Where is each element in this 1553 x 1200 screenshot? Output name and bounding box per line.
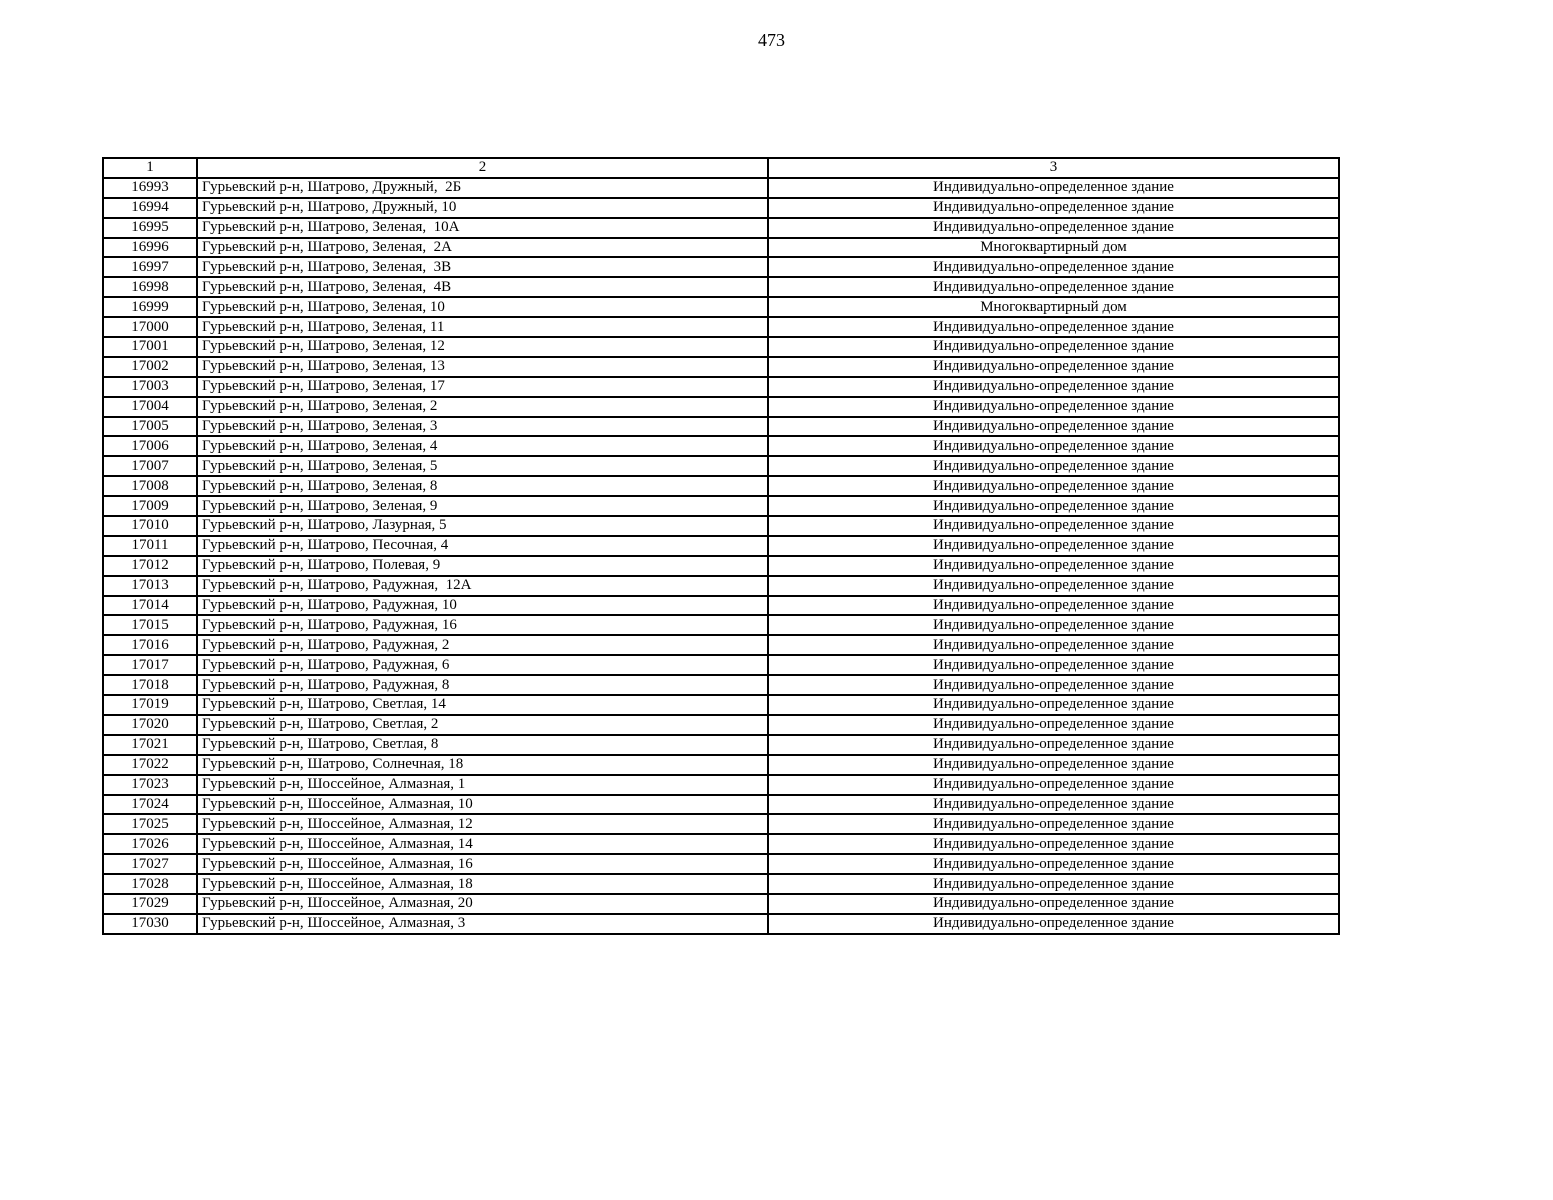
table-row: [103, 417, 1339, 437]
row-number-cell: 16999: [103, 297, 197, 317]
table-row: [103, 456, 1339, 476]
address-cell: Гурьевский р-н, Шатрово, Светлая, 8: [197, 735, 768, 755]
row-number-cell: 17030: [103, 914, 197, 934]
page-number: 473: [758, 30, 785, 50]
table-row: [103, 198, 1339, 218]
table-row: [103, 715, 1339, 735]
address-cell: Гурьевский р-н, Шатрово, Зеленая, 17: [197, 377, 768, 397]
table-body: [103, 178, 1339, 934]
table-row: [103, 516, 1339, 536]
object-type-cell: Индивидуально-определенное здание: [768, 834, 1339, 854]
object-type-cell: Индивидуально-определенное здание: [768, 456, 1339, 476]
address-cell: Гурьевский р-н, Шатрово, Зеленая, 9: [197, 496, 768, 516]
row-number-cell: 17011: [103, 536, 197, 556]
address-cell: Гурьевский р-н, Шатрово, Дружный, 2Б: [197, 178, 768, 198]
row-number-cell: 17022: [103, 755, 197, 775]
table-row: [103, 874, 1339, 894]
address-cell: Гурьевский р-н, Шатрово, Радужная, 2: [197, 635, 768, 655]
address-cell: Гурьевский р-н, Шатрово, Радужная, 10: [197, 596, 768, 616]
row-number-cell: 17013: [103, 576, 197, 596]
row-number-cell: 16995: [103, 218, 197, 238]
table-row: [103, 397, 1339, 417]
row-number-cell: 16993: [103, 178, 197, 198]
object-type-cell: Индивидуально-определенное здание: [768, 516, 1339, 536]
address-cell: Гурьевский р-н, Шатрово, Песочная, 4: [197, 536, 768, 556]
object-type-cell: Индивидуально-определенное здание: [768, 536, 1339, 556]
row-number-cell: 17001: [103, 337, 197, 357]
table-row: [103, 178, 1339, 198]
row-number-cell: 17026: [103, 834, 197, 854]
address-cell: Гурьевский р-н, Шатрово, Светлая, 2: [197, 715, 768, 735]
table-row: [103, 257, 1339, 277]
table-row: [103, 377, 1339, 397]
address-cell: Гурьевский р-н, Шатрово, Солнечная, 18: [197, 755, 768, 775]
object-type-cell: Индивидуально-определенное здание: [768, 436, 1339, 456]
row-number-cell: 17027: [103, 854, 197, 874]
row-number-cell: 17009: [103, 496, 197, 516]
object-type-cell: Индивидуально-определенное здание: [768, 178, 1339, 198]
row-number-cell: 17029: [103, 894, 197, 914]
table-row: [103, 775, 1339, 795]
row-number-cell: 17000: [103, 317, 197, 337]
object-type-cell: Индивидуально-определенное здание: [768, 655, 1339, 675]
object-type-cell: Индивидуально-определенное здание: [768, 377, 1339, 397]
address-cell: Гурьевский р-н, Шатрово, Зеленая, 4В: [197, 277, 768, 297]
address-cell: Гурьевский р-н, Шатрово, Зеленая, 12: [197, 337, 768, 357]
object-type-cell: Индивидуально-определенное здание: [768, 357, 1339, 377]
address-cell: Гурьевский р-н, Шатрово, Радужная, 16: [197, 615, 768, 635]
row-number-cell: 16997: [103, 257, 197, 277]
table-row: [103, 496, 1339, 516]
row-number-cell: 17012: [103, 556, 197, 576]
address-cell: Гурьевский р-н, Шоссейное, Алмазная, 14: [197, 834, 768, 854]
object-type-cell: Индивидуально-определенное здание: [768, 635, 1339, 655]
table-row: [103, 854, 1339, 874]
address-cell: Гурьевский р-н, Шатрово, Зеленая, 13: [197, 357, 768, 377]
address-cell: Гурьевский р-н, Шатрово, Радужная, 8: [197, 675, 768, 695]
address-cell: Гурьевский р-н, Шоссейное, Алмазная, 10: [197, 795, 768, 815]
table-header: [103, 158, 1339, 178]
table-row: [103, 755, 1339, 775]
table-row: [103, 596, 1339, 616]
address-cell: Гурьевский р-н, Шатрово, Зеленая, 4: [197, 436, 768, 456]
address-cell: Гурьевский р-н, Шатрово, Дружный, 10: [197, 198, 768, 218]
row-number-cell: 17018: [103, 675, 197, 695]
object-type-cell: Индивидуально-определенное здание: [768, 417, 1339, 437]
column-header-3: 3: [768, 158, 1339, 178]
object-type-cell: Индивидуально-определенное здание: [768, 814, 1339, 834]
address-cell: Гурьевский р-н, Шоссейное, Алмазная, 18: [197, 874, 768, 894]
address-cell: Гурьевский р-н, Шатрово, Полевая, 9: [197, 556, 768, 576]
object-type-cell: Индивидуально-определенное здание: [768, 735, 1339, 755]
row-number-cell: 17006: [103, 436, 197, 456]
column-header-1: 1: [103, 158, 197, 178]
row-number-cell: 17005: [103, 417, 197, 437]
table-row: [103, 735, 1339, 755]
object-type-cell: Индивидуально-определенное здание: [768, 337, 1339, 357]
row-number-cell: 16996: [103, 238, 197, 258]
address-cell: Гурьевский р-н, Шатрово, Зеленая, 10А: [197, 218, 768, 238]
table-row: [103, 576, 1339, 596]
table-row: [103, 436, 1339, 456]
table-row: [103, 556, 1339, 576]
address-cell: Гурьевский р-н, Шатрово, Радужная, 6: [197, 655, 768, 675]
table-row: [103, 476, 1339, 496]
address-cell: Гурьевский р-н, Шатрово, Зеленая, 8: [197, 476, 768, 496]
table-row: [103, 277, 1339, 297]
address-cell: Гурьевский р-н, Шатрово, Зеленая, 3В: [197, 257, 768, 277]
table-row: [103, 695, 1339, 715]
table-row: [103, 615, 1339, 635]
row-number-cell: 17007: [103, 456, 197, 476]
address-cell: Гурьевский р-н, Шатрово, Светлая, 14: [197, 695, 768, 715]
address-cell: Гурьевский р-н, Шатрово, Зеленая, 3: [197, 417, 768, 437]
row-number-cell: 16998: [103, 277, 197, 297]
table-row: [103, 238, 1339, 258]
row-number-cell: 17010: [103, 516, 197, 536]
table-row: [103, 795, 1339, 815]
row-number-cell: 17016: [103, 635, 197, 655]
table-row: [103, 894, 1339, 914]
table-row: [103, 914, 1339, 934]
object-type-cell: Индивидуально-определенное здание: [768, 476, 1339, 496]
address-cell: Гурьевский р-н, Шатрово, Зеленая, 11: [197, 317, 768, 337]
object-type-cell: Индивидуально-определенное здание: [768, 695, 1339, 715]
object-type-cell: Индивидуально-определенное здание: [768, 496, 1339, 516]
row-number-cell: 16994: [103, 198, 197, 218]
address-cell: Гурьевский р-н, Шатрово, Зеленая, 5: [197, 456, 768, 476]
object-type-cell: Индивидуально-определенное здание: [768, 277, 1339, 297]
address-cell: Гурьевский р-н, Шоссейное, Алмазная, 16: [197, 854, 768, 874]
address-cell: Гурьевский р-н, Шатрово, Радужная, 12А: [197, 576, 768, 596]
row-number-cell: 17003: [103, 377, 197, 397]
object-type-cell: Индивидуально-определенное здание: [768, 615, 1339, 635]
row-number-cell: 17025: [103, 814, 197, 834]
header-row: [103, 158, 1339, 178]
row-number-cell: 17004: [103, 397, 197, 417]
object-type-cell: Индивидуально-определенное здание: [768, 397, 1339, 417]
table-row: [103, 814, 1339, 834]
address-cell: Гурьевский р-н, Шоссейное, Алмазная, 12: [197, 814, 768, 834]
table-row: [103, 317, 1339, 337]
object-type-cell: Индивидуально-определенное здание: [768, 874, 1339, 894]
address-cell: Гурьевский р-н, Шоссейное, Алмазная, 3: [197, 914, 768, 934]
address-cell: Гурьевский р-н, Шоссейное, Алмазная, 1: [197, 775, 768, 795]
table-row: [103, 635, 1339, 655]
table-row: [103, 675, 1339, 695]
table-row: [103, 357, 1339, 377]
object-type-cell: Многоквартирный дом: [768, 297, 1339, 317]
object-type-cell: Индивидуально-определенное здание: [768, 715, 1339, 735]
table-row: [103, 655, 1339, 675]
object-type-cell: Индивидуально-определенное здание: [768, 775, 1339, 795]
object-type-cell: Индивидуально-определенное здание: [768, 556, 1339, 576]
row-number-cell: 17024: [103, 795, 197, 815]
address-cell: Гурьевский р-н, Шатрово, Зеленая, 2: [197, 397, 768, 417]
row-number-cell: 17020: [103, 715, 197, 735]
object-type-cell: Индивидуально-определенное здание: [768, 795, 1339, 815]
table-row: [103, 297, 1339, 317]
object-type-cell: Индивидуально-определенное здание: [768, 755, 1339, 775]
object-type-cell: Индивидуально-определенное здание: [768, 218, 1339, 238]
row-number-cell: 17019: [103, 695, 197, 715]
object-type-cell: Индивидуально-определенное здание: [768, 257, 1339, 277]
object-type-cell: Индивидуально-определенное здание: [768, 596, 1339, 616]
object-type-cell: Индивидуально-определенное здание: [768, 894, 1339, 914]
address-cell: Гурьевский р-н, Шатрово, Зеленая, 2А: [197, 238, 768, 258]
table-row: [103, 218, 1339, 238]
object-type-cell: Индивидуально-определенное здание: [768, 317, 1339, 337]
row-number-cell: 17021: [103, 735, 197, 755]
table-row: [103, 337, 1339, 357]
object-type-cell: Индивидуально-определенное здание: [768, 675, 1339, 695]
address-cell: Гурьевский р-н, Шатрово, Зеленая, 10: [197, 297, 768, 317]
row-number-cell: 17023: [103, 775, 197, 795]
object-type-cell: Индивидуально-определенное здание: [768, 854, 1339, 874]
row-number-cell: 17014: [103, 596, 197, 616]
row-number-cell: 17008: [103, 476, 197, 496]
property-table: [102, 157, 1340, 935]
address-cell: Гурьевский р-н, Шатрово, Лазурная, 5: [197, 516, 768, 536]
object-type-cell: Многоквартирный дом: [768, 238, 1339, 258]
table-row: [103, 834, 1339, 854]
object-type-cell: Индивидуально-определенное здание: [768, 576, 1339, 596]
table-row: [103, 536, 1339, 556]
row-number-cell: 17002: [103, 357, 197, 377]
column-header-2: 2: [197, 158, 768, 178]
object-type-cell: Индивидуально-определенное здание: [768, 198, 1339, 218]
object-type-cell: Индивидуально-определенное здание: [768, 914, 1339, 934]
row-number-cell: 17017: [103, 655, 197, 675]
address-cell: Гурьевский р-н, Шоссейное, Алмазная, 20: [197, 894, 768, 914]
row-number-cell: 17028: [103, 874, 197, 894]
row-number-cell: 17015: [103, 615, 197, 635]
